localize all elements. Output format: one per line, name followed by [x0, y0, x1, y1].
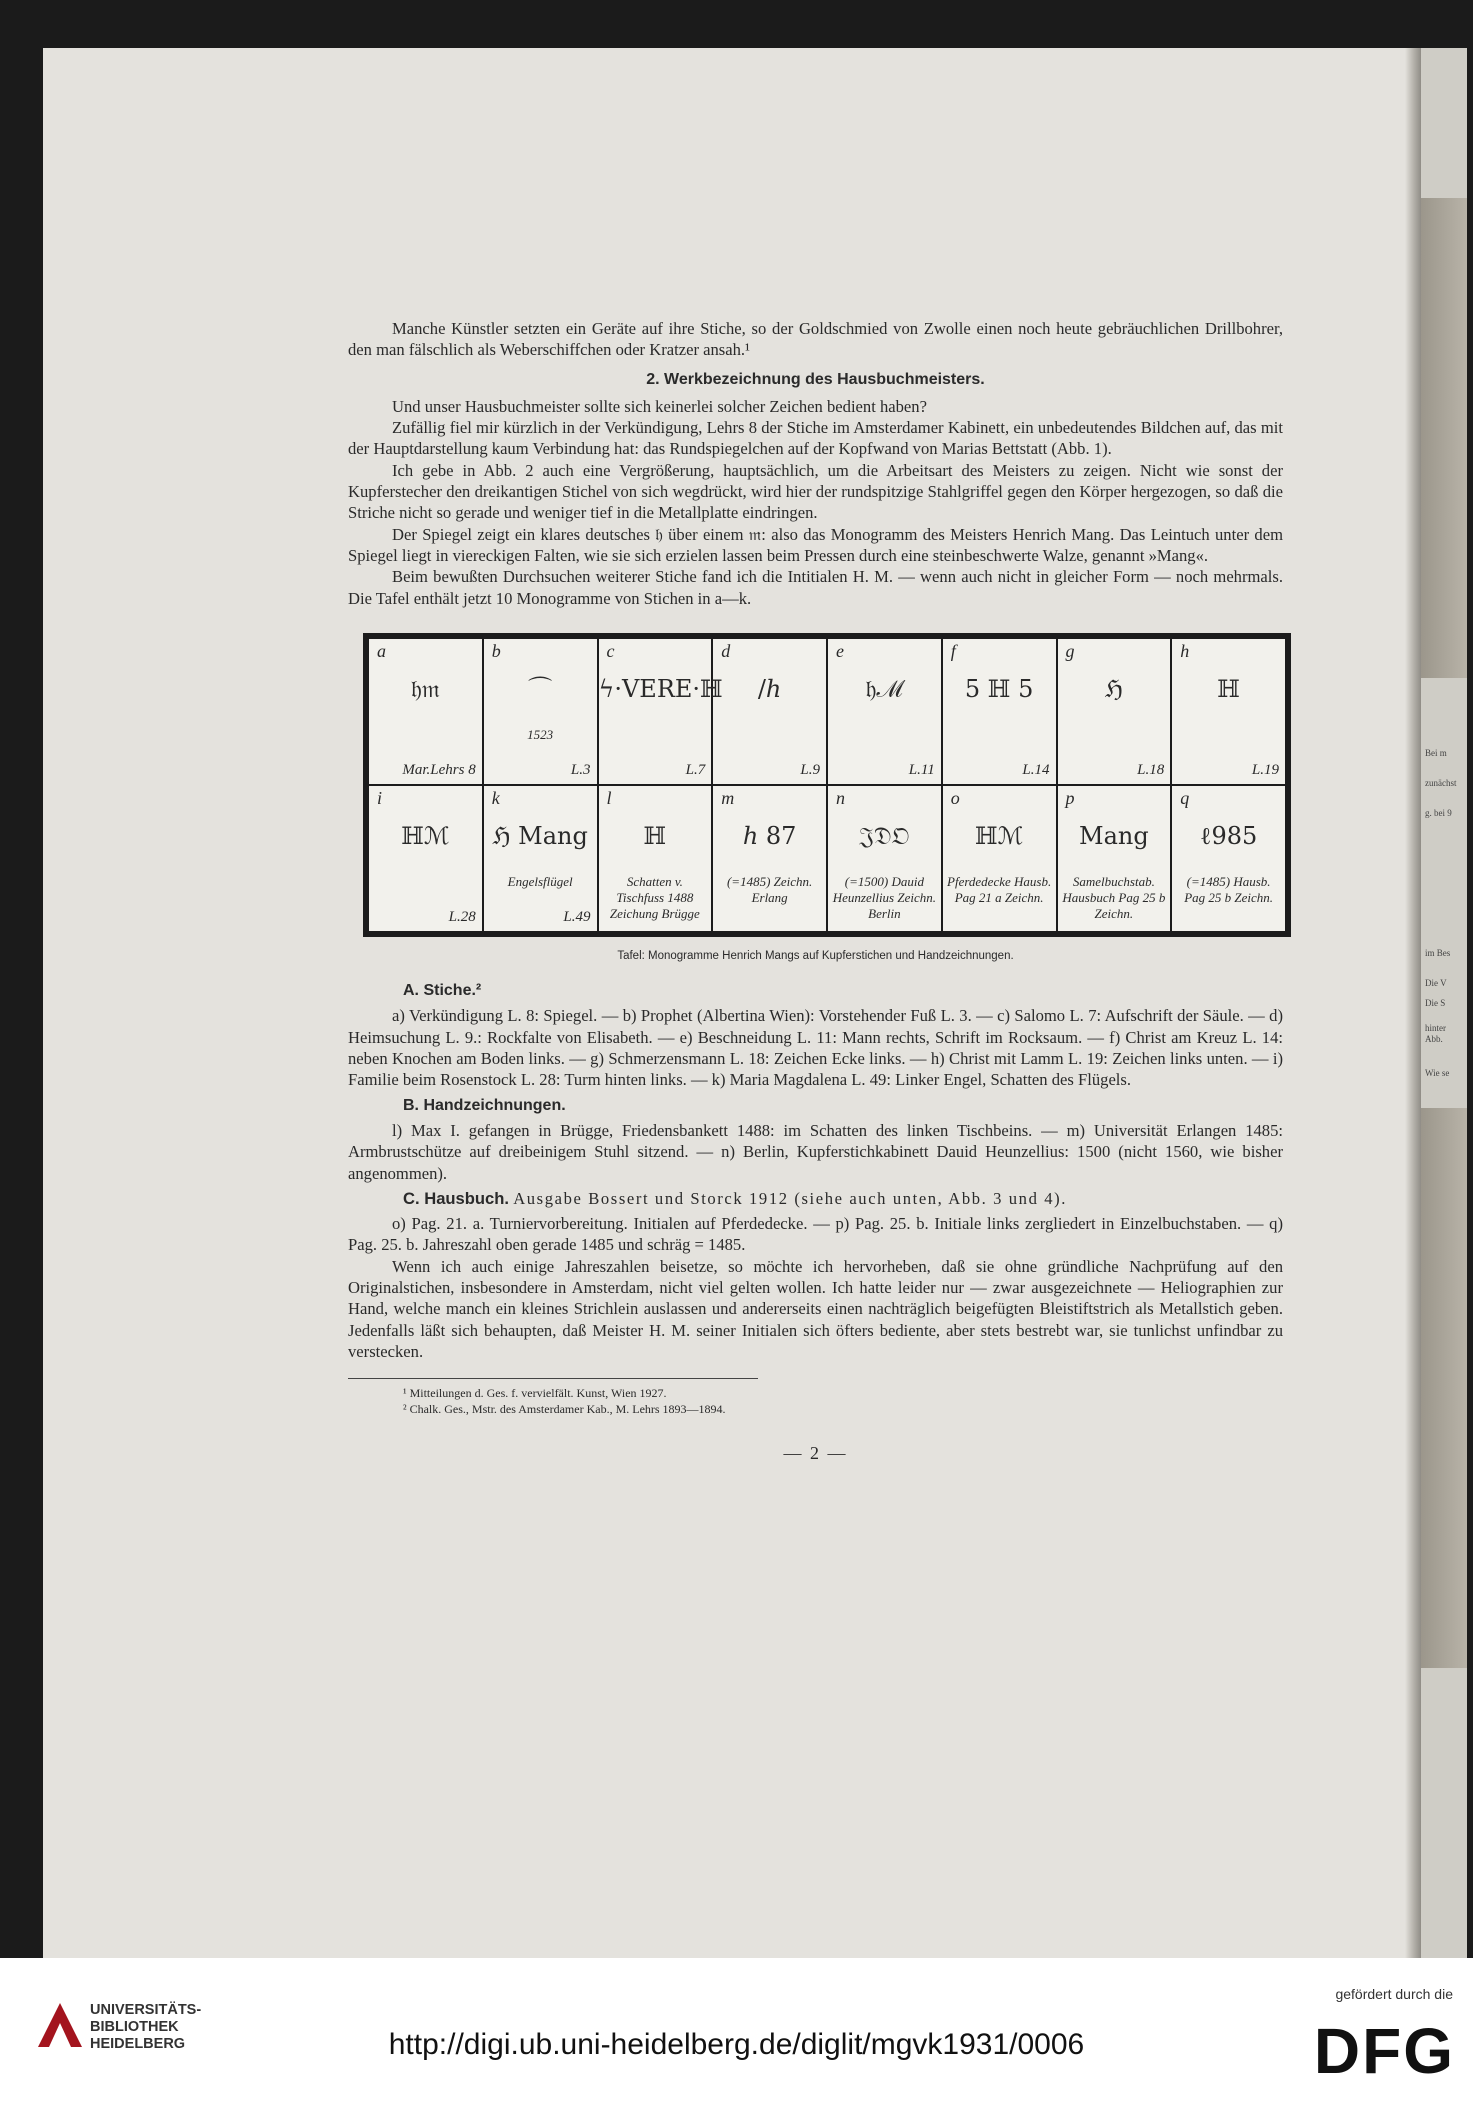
book-gutter: [1405, 48, 1421, 1958]
next-page-fragments: [1419, 48, 1467, 1958]
edge-text: im Bes: [1425, 948, 1451, 958]
plate-caption: Tafel: Monogramme Henrich Mangs auf Kupferstichen und Handzeichnungen.: [617, 949, 1014, 962]
monogram-cell: [598, 638, 723, 785]
cell-letter: m: [721, 787, 735, 808]
paragraph: Und unser Hausbuchmeister sollte sich keinerlei solcher Zeichen bedient haben?: [392, 396, 927, 416]
lehrs-number: L.11: [908, 761, 935, 778]
monogram-glyph: Mang: [1079, 821, 1149, 850]
monogram-cell: [483, 638, 598, 785]
edge-text: Wie se: [1425, 1068, 1450, 1078]
monogram-glyph: ℍℳ: [974, 821, 1024, 850]
monogram-cell: [1057, 785, 1172, 932]
subsection-title: B. Handzeichnungen.: [403, 1096, 566, 1114]
cell-letter: k: [491, 787, 500, 808]
paragraph: Beim bewußten Durchsuchen weiterer Stiche fand ich die Intitialen H. M. — wenn auch nicht in gleicher Form — noch mehrmals. Die Tafel enthält jetzt 10 Monogramme von Stichen in a—k.: [348, 567, 1283, 608]
paragraph: l) Max I. gefangen in Brügge, Friedensbankett 1488: im Schatten des linken Tischbeins. — m) Universität Erlangen 1485: Armbrustschütze auf dreibeinigem Stuhl sitzend. — n) Berlin, Kupferstichkabinett Dauid Heunzellius: 1500 (nicht 1560, wie bisher angenommen).: [348, 1120, 1283, 1183]
cell-note: Schatten v. Tischfuss 1488 Zeichung Brügge: [609, 873, 700, 921]
cell-letter: h: [1180, 640, 1190, 661]
lehrs-number: L.28: [448, 908, 476, 925]
cell-note: (=1485) Hausb. Pag 25 b Zeichn.: [1184, 873, 1274, 905]
lehrs-number: L.7: [685, 761, 706, 778]
monogram-plate: [363, 633, 1291, 937]
monogram-glyph: ϟ·VERE·ℍ: [598, 674, 723, 703]
monogram-glyph: 𝔥ℳ: [865, 674, 904, 703]
subsection-subtitle: Ausgabe Bossert und Storck 1912 (siehe auch unten, Abb. 3 und 4).: [513, 1188, 1067, 1208]
monogram-cell: [368, 638, 483, 785]
monogram-glyph: /ℎ: [757, 674, 782, 703]
cell-letter: b: [491, 640, 501, 661]
paragraph: Manche Künstler setzten ein Geräte auf ihre Stiche, so der Goldschmied von Zwolle einen noch heute gebräuchlichen Drillbohrer, den man fälschlich als Weberschiffchen oder Kratzer ansah.¹: [348, 319, 1283, 360]
paragraph: Zufällig fiel mir kürzlich in der Verkündigung, Lehrs 8 der Stiche im Amsterdamer Kabinett, ein unbedeutendes Bildchen auf, das mit der Hauptdarstellung kaum Verbindung hat: das Rundspiegelchen auf der Kopfwand von Marias Bettstatt (Abb. 1).: [348, 418, 1283, 459]
edge-text: hinter Abb.: [1425, 1023, 1446, 1044]
monogram-cell: [1171, 638, 1286, 785]
monogram-row: [368, 638, 1286, 785]
dfg-logo: DFG: [1313, 2015, 1455, 2087]
viewer-footer: [0, 1958, 1473, 2117]
monogram-glyph: ℌ: [1104, 674, 1123, 703]
section-heading: 2. Werkbezeichnung des Hausbuchmeisters.: [646, 370, 985, 388]
cell-letter: n: [836, 787, 845, 808]
lehrs-number: L.19: [1251, 761, 1279, 778]
edge-illustration-top: [1419, 198, 1467, 678]
monogram-glyph: ℍℳ: [401, 821, 450, 850]
cell-note: (=1485) Zeichn. Erlang: [726, 873, 813, 905]
cell-letter: a: [377, 640, 386, 661]
cell-letter: d: [721, 640, 731, 661]
paragraph: Ich gebe in Abb. 2 auch eine Vergrößerung, hauptsächlich, um die Arbeitsart des Meisters zu zeigen. Nicht wie sonst der Kupferstecher den dreikantigen Stichel von sich wegdrückt, wird hier der rundspitzige Stahlgriffel gegen den Körper hergezogen, so daß die Striche nicht so gerade und weniger tief in die Metallplatte eindringen.: [348, 460, 1283, 523]
monogram-glyph: ℍ: [643, 821, 667, 850]
monogram-glyph: 5 ℍ 5: [964, 674, 1034, 703]
edge-text: Die S: [1425, 998, 1446, 1008]
permalink-url[interactable]: http://digi.ub.uni-heidelberg.de/diglit/mgvk1931/0006: [388, 2028, 1085, 2061]
library-name: UNIVERSITÄTS- BIBLIOTHEK HEIDELBERG: [90, 2002, 202, 2052]
monogram-glyph: 𝔍𝔇𝔒: [859, 821, 910, 850]
lehrs-number: L.14: [1022, 761, 1050, 778]
cell-letter: e: [836, 640, 844, 661]
cell-note: Engelsflügel: [507, 873, 573, 889]
footnote-rule: [348, 1378, 758, 1379]
cell-letter: o: [950, 787, 960, 808]
funding-note: gefördert durch die: [1335, 1986, 1453, 2002]
monogram-cell: [368, 785, 483, 932]
monogram-glyph: 𝔥𝔪: [410, 674, 440, 703]
monogram-glyph: ℌ Mang: [492, 821, 588, 850]
paragraph: Wenn ich auch einige Jahreszahlen beisetze, so möchte ich hervorheben, daß sie ohne gründliche Nachprüfung auf den Originalstichen, insbesondere in Amsterdam, nicht viel gelten wollen. Ich hatte leider nur — zwar ausgezeichnete — Heliographien zur Hand, welche manch ein kleines Strichlein auslassen und andererseits einen nachträglich beigefügten Bleistiftstrich als Metallstich geben. Jedenfalls läßt sich behaupten, daß Meister H. M. seiner Initialen sich öfters bediente, aber stets bestrebt war, sie tunlichst unfindbar zu verstecken.: [348, 1256, 1283, 1361]
lehrs-number: L.18: [1137, 761, 1165, 778]
monogram-cell: [598, 785, 713, 932]
cell-letter: q: [1180, 787, 1190, 808]
page-content: [348, 318, 1283, 1465]
cell-letter: i: [377, 787, 383, 808]
cell-note: Pferdedecke Hausb. Pag 21 a Zeichn.: [947, 873, 1052, 905]
monogram-cell: [827, 785, 942, 932]
cell-note: (=1500) Dauid Heunzellius Zeichn. Berlin: [832, 873, 936, 921]
monogram-cell: [942, 785, 1057, 932]
cell-letter: l: [606, 787, 612, 808]
edge-text: g. bei 9: [1425, 808, 1452, 818]
lehrs-number: L.3: [570, 761, 591, 778]
edge-text: Die V: [1425, 978, 1447, 988]
paragraph: a) Verkündigung L. 8: Spiegel. — b) Prophet (Albertina Wien): Vorstehender Fuß L. 3. — c) Salomo L. 7: Aufschrift der Säule. — d) Heimsuchung L. 9.: Rockfalte von Elisabeth. — e) Beschneidung L. 11: Mann rechts, Schrift im Rocksaum. — f) Christ am Kreuz L. 14: neben Knochen am Boden links. — g) Schmerzensmann L. 18: Zeichen Ecke links. — h) Christ mit Lamm L. 19: Zeichen links unten. — i) Familie beim Rosenstock L. 28: Turm hinten links. — k) Maria Magdalena L. 49: Linker Engel, Schatten des Flügels.: [348, 1006, 1283, 1090]
lehrs-number: Mar.Lehrs 8: [402, 761, 476, 778]
footnote: ¹ Mitteilungen d. Ges. f. vervielfält. Kunst, Wien 1927.: [403, 1386, 667, 1401]
monogram-cell: [942, 638, 1057, 785]
cell-letter: p: [1065, 787, 1075, 808]
cell-letter: g: [1065, 640, 1075, 661]
lehrs-number: L.9: [800, 761, 820, 778]
monogram-cell: [483, 785, 598, 932]
edge-text: zunächst: [1425, 778, 1457, 788]
monogram-glyph: ℓ985: [1199, 821, 1258, 850]
monogram-glyph: ℍ: [1217, 674, 1240, 703]
monogram-cell: [827, 638, 942, 785]
lehrs-number: L.49: [563, 908, 591, 925]
cell-note: 1523: [527, 726, 554, 742]
monogram-glyph: ℎ 87: [742, 821, 797, 850]
subsection-title-line: [403, 1188, 1283, 1209]
monogram-row: [368, 785, 1286, 932]
paragraph: o) Pag. 21. a. Turniervorbereitung. Initialen auf Pferdedecke. — p) Pag. 25. b. Initiale links zergliedert in Einzelbuchstaben. — q) Pag. 25. b. Jahreszahl oben gerade 1485 und schräg = 1485.: [348, 1214, 1283, 1255]
edge-illustration-bottom: [1419, 1108, 1467, 1668]
monogram-cell: [712, 638, 827, 785]
monogram-cell: [1171, 785, 1286, 932]
cell-note: Samelbuchstab. Hausbuch Pag 25 b Zeichn.: [1062, 873, 1166, 921]
footnote: ² Chalk. Ges., Mstr. des Amsterdamer Kab., M. Lehrs 1893—1894.: [403, 1402, 726, 1417]
monogram-glyph: ⌒: [528, 674, 553, 703]
monogram-table: [367, 637, 1287, 933]
page-number: — 2 —: [783, 1443, 848, 1464]
monogram-cell: [1057, 638, 1172, 785]
edge-text: Bei m: [1425, 748, 1447, 758]
paragraph: Der Spiegel zeigt ein klares deutsches 𝔥 über einem 𝔪: also das Monogramm des Meisters Henrich Mang. Das Leintuch unter dem Spiegel liegt in viereckigen Falten, wie sie sich erzielen lassen beim Pressen durch eine steinbeschwerte Walze, genannt »Mang«.: [348, 524, 1283, 565]
monogram-cell: [712, 785, 827, 932]
cell-letter: c: [606, 640, 615, 661]
cell-letter: f: [950, 640, 956, 661]
subsection-title: C. Hausbuch.: [403, 1188, 510, 1208]
subsection-title: A. Stiche.²: [403, 982, 482, 1000]
